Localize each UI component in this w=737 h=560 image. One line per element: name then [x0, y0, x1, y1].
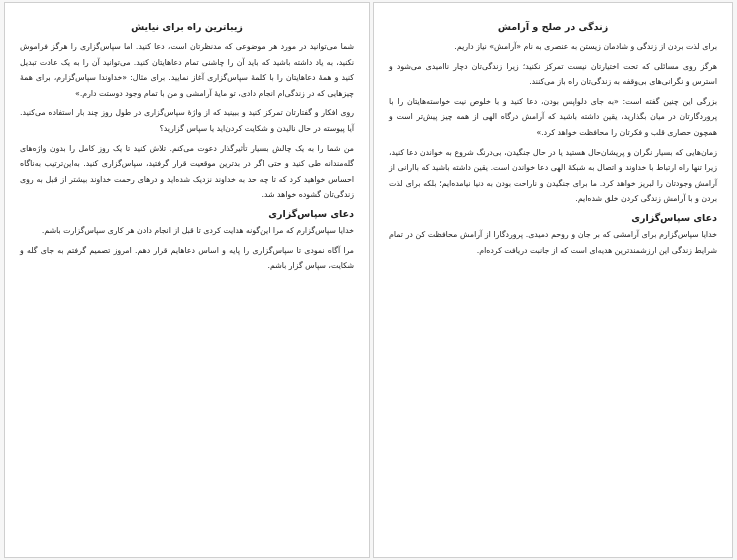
paragraph: من شما را به یک چالش بسیار تأثیرگذار دعوت می‌کنم. تلاش کنید تا یک روز کامل را بدون واژه‌های گله‌مندانه طی کنید و حتی اگر در بدترین موقعیت قرار گرفتید، سپاس‌گزاری کنید. به‌این‌ترتیب به‌ناگاه احساس خواهید کرد که تا چه حد به خداوند نزدیک شده‌اید و درهای رحمت خداوند بیشتر از قبل به روی زندگی‌تان گشوده خواهد شد.: [20, 143, 354, 200]
prayer-paragraph: مرا آگاه نمودی تا سپاس‌گزاری را پایه و اساس دعاهایم قرار دهم. امروز تصمیم گرفتم به جای گله و شکایت، سپاس گزار باشم.: [20, 245, 354, 271]
paragraph: روی افکار و گفتارتان تمرکز کنید و ببینید که از واژهٔ سپاس‌گزاری در طول روز چند بار استفاده می‌کنید. آیا پیوسته در حال نالیدن و شکایت کردن‌اید یا سپاس گزارید؟: [20, 108, 354, 133]
left-page-title: زیباترین راه برای نیایش: [131, 22, 243, 33]
paragraph: زمان‌هایی که بسیار نگران و پریشان‌حال هستید یا در حال جنگیدن، بی‌درنگ شروع به خواندن دعا کنید، زیرا تنها راه ارتباط با خداوند و اتصال به شبکهٔ الهی دعا خواندن است. یقین داشته باشید که باارانی از آرامش وجودتان را لبریز خواهد کرد. ما برای جنگیدن و ناراحت بودن به دنیا نیامده‌ایم؛ بلکه برای لذت بردن و با آرامش زندگی کردن خلق شده‌ایم.: [389, 147, 717, 204]
paragraph: شما می‌توانید در مورد هر موضوعی که مدنظرتان است، دعا کنید. اما سپاس‌گزاری را هرگز فراموش نکنید، به یاد داشته باشید که باید آن را چاشنی تمام دعاهایتان کنید. می‌توانید آن را به یک عادت تبدیل کنید و همهٔ دعاهایتان را با کلمهٔ سپاس‌گزاری آغاز نمایید. برای مثال: «خداوندا سپاس‌گزارم، برای همهٔ چیزهایی که در زندگی‌ام انجام دادی، تو مایهٔ آرامشی و من با تمام وجود دوستت دارم.»: [20, 42, 354, 98]
right-page-title: زندگی در صلح و آرامش: [497, 22, 609, 33]
prayer-paragraph: خدایا سپاس‌گزارم که مرا این‌گونه هدایت کردی تا قبل از انجام دادن هر کاری سپاس‌گزارت باشم.: [41, 225, 354, 235]
right-page: [373, 2, 733, 558]
right-prayer-title: دعای سپاس‌گزاری: [631, 212, 717, 224]
paragraph: هرگز روی مسائلی که تحت اختیارتان نیست تمرکز نکنید؛ زیرا زندگی‌تان دچار ناامیدی می‌شود و استرس و نگرانی‌های بی‌وقفه به زندگی‌تان راه باز می‌کنند.: [389, 61, 717, 87]
paragraph: بزرگی این چنین گفته است: «به جای دلواپس بودن، دعا کنید و با خلوص نیت خواسته‌هایتان را با پروردگارتان در میان بگذارید، یقین داشته باشید که آرامش درگاه الهی از همه چیز پیش‌تر است و همچون حصاری قلب و فکرتان را محافظت خواهد کرد.»: [389, 96, 717, 137]
left-page: [4, 2, 370, 558]
left-prayer-title: دعای سپاس‌گزاری: [268, 208, 354, 220]
prayer-paragraph: خدایا سپاس‌گزارم برای آرامشی که بر جان و روحم دمیدی. پروردگارا از آرامش محافظت کن در تمام شرایط زندگی این ارزشمندترین هدیه‌ای است که از جانبت دریافت کرده‌ام.: [389, 229, 717, 255]
paragraph: برای لذت بردن از زندگی و شادمان زیستن به عنصری به نام «آرامش» نیاز داریم.: [454, 42, 717, 51]
